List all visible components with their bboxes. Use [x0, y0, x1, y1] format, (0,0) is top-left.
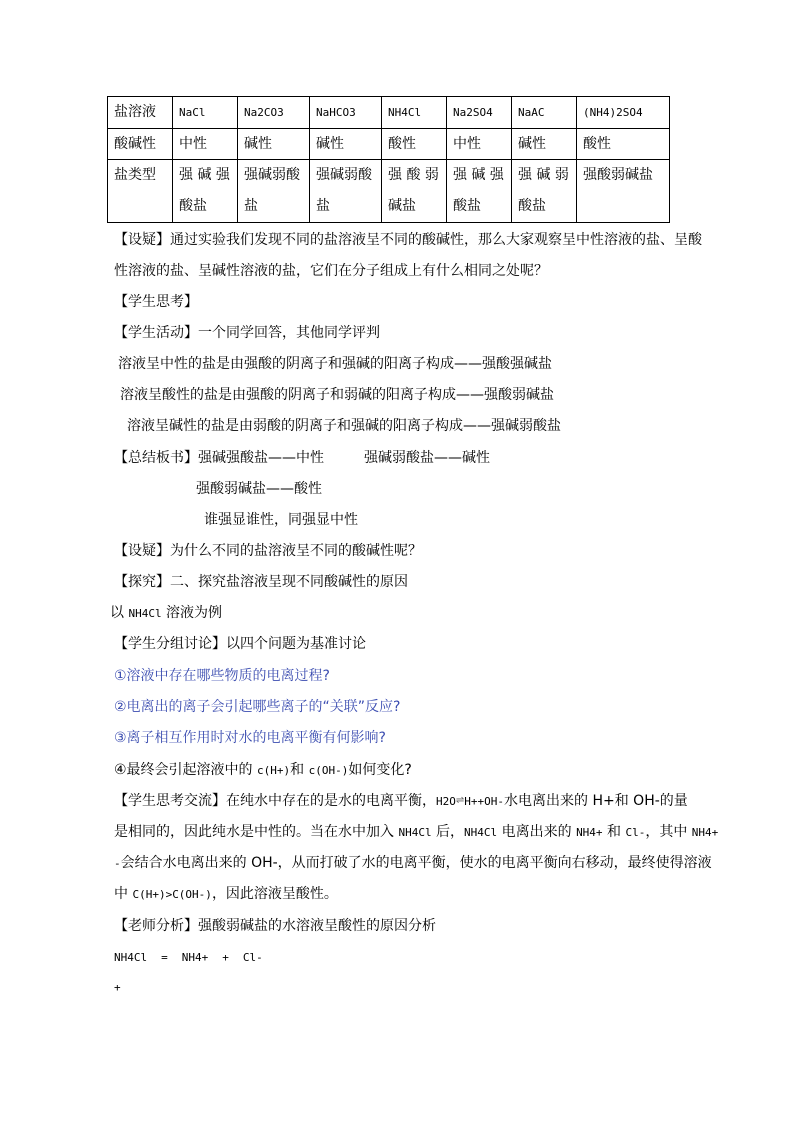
type-line: 盐	[316, 198, 330, 214]
row-label: 盐溶液	[108, 97, 173, 129]
example-text: 以	[110, 605, 129, 621]
salt-name: NaAC	[518, 106, 545, 119]
acidity-cell: 酸性	[577, 129, 670, 160]
exchange-line-3	[114, 853, 712, 874]
type-cell	[238, 160, 310, 223]
formula: NH4Cl	[464, 826, 498, 839]
formula: C(H+)>C(OH-)	[132, 888, 212, 901]
summary-line-1	[114, 448, 490, 468]
equilibrium-arrow-icon: ⇌	[455, 795, 465, 806]
exchange-text: ，其中	[645, 824, 692, 840]
formula: c(H+)	[257, 764, 291, 777]
acidity-cell: 中性	[173, 129, 238, 160]
type-line: 强 碱 强	[453, 167, 504, 183]
type-line: 强 碱 强	[179, 167, 230, 183]
salt-name: Na2CO3	[244, 106, 284, 119]
formula: Cl-	[625, 826, 646, 839]
group-discussion-line: 【学生分组讨论】以四个问题为基准讨论	[114, 636, 366, 652]
type-line: 强 酸 弱	[388, 167, 439, 183]
table-row	[108, 97, 670, 129]
formula: NH4Cl	[114, 951, 148, 964]
exchange-text: 会结合水电离出来的 OH-，从而打破了水的电离平衡，使水的电离平衡向右移动，最终使得溶液	[120, 855, 712, 871]
type-cell	[173, 160, 238, 223]
exchange-text: 电离出来的	[497, 824, 577, 840]
type-line: 酸盐	[518, 198, 546, 214]
acidity-cell: 碱性	[512, 129, 577, 160]
neutral-salt-line: 溶液呈中性的盐是由强酸的阴离子和强碱的阳离子构成——强酸强碱盐	[118, 356, 552, 372]
type-line: 强酸弱碱盐	[583, 167, 653, 183]
exchange-text: ，因此溶液呈酸性。	[211, 886, 338, 902]
type-cell	[447, 160, 512, 223]
type-line: 强碱弱酸	[316, 167, 372, 183]
teacher-analysis-line: 【老师分析】强酸弱碱盐的水溶液呈酸性的原因分析	[114, 918, 436, 934]
q4-text: 和	[290, 762, 309, 778]
salt-name: NaHCO3	[316, 106, 356, 119]
row-label: 酸碱性	[108, 129, 173, 160]
formula: NH4Cl	[398, 826, 432, 839]
exchange-line-4	[114, 884, 338, 905]
type-line: 酸盐	[179, 198, 207, 214]
type-line: 强 碱 弱	[518, 167, 569, 183]
type-line: 强碱弱酸	[244, 167, 300, 183]
question-line-1: 【设疑】通过实验我们发现不同的盐溶液呈不同的酸碱性，那么大家观察呈中性溶液的盐、呈酸	[114, 232, 702, 248]
table-row	[108, 129, 670, 160]
exchange-text: 中	[114, 886, 133, 902]
acidity-cell: 酸性	[382, 129, 447, 160]
discussion-question-1: ①溶液中存在哪些物质的电离过程?	[114, 668, 330, 684]
example-line	[110, 603, 222, 624]
discussion-question-4	[114, 760, 412, 781]
summary-line-2: 强酸弱碱盐——酸性	[196, 481, 322, 497]
acidity-cell: 碱性	[238, 129, 310, 160]
exchange-text: 是相同的，因此纯水是中性的。当在水中加入	[114, 824, 399, 840]
formula: H2O	[436, 795, 456, 808]
type-cell	[310, 160, 382, 223]
question-2: 【设疑】为什么不同的盐溶液呈不同的酸碱性呢？	[114, 543, 422, 559]
exchange-text: 后，	[431, 824, 465, 840]
exchange-text: 【学生思考交流】在纯水中存在的是水的电离平衡，	[114, 793, 436, 809]
q4-text: 如何变化?	[348, 762, 412, 778]
type-cell	[382, 160, 447, 223]
formula: c(OH-)	[308, 764, 349, 777]
type-cell	[577, 160, 670, 223]
student-think-label: 【学生思考】	[114, 294, 198, 310]
exchange-line-1	[114, 791, 688, 812]
salt-name: NaCl	[179, 106, 206, 119]
acidity-cell: 中性	[447, 129, 512, 160]
type-cell	[512, 160, 577, 223]
summary-rule: 谁强显谁性，同强显中性	[204, 512, 358, 528]
formula: NH4+	[691, 826, 719, 839]
discussion-question-3: ③离子相互作用时对水的电离平衡有何影响?	[114, 730, 386, 746]
type-line: 盐	[244, 198, 258, 214]
formula: Cl-	[242, 951, 263, 964]
exchange-text: 和	[602, 824, 626, 840]
exchange-text: 水电离出来的 H+和 OH-的量	[504, 793, 688, 809]
formula: NH4+	[181, 951, 209, 964]
plus-sign: +	[222, 951, 229, 964]
salt-name: Na2SO4	[453, 106, 493, 119]
basic-salt-line: 溶液呈碱性的盐是由弱酸的阴离子和强碱的阳离子构成——强碱弱酸盐	[127, 418, 561, 434]
discussion-question-2: ②电离出的离子会引起哪些离子的“关联”反应?	[114, 699, 401, 715]
salt-name: (NH4)2SO4	[583, 106, 643, 119]
salt-name: NH4Cl	[388, 106, 422, 119]
formula: NH4Cl	[128, 607, 162, 620]
summary-text: 【总结板书】强碱强酸盐——中性	[114, 450, 324, 466]
formula: -	[114, 857, 121, 870]
example-text: 溶液为例	[161, 605, 223, 621]
table-row	[108, 160, 670, 223]
formula: NH4+	[576, 826, 603, 839]
exchange-line-2	[114, 822, 718, 843]
salt-table	[107, 96, 670, 223]
equals-sign: =	[161, 951, 168, 964]
acidity-cell: 碱性	[310, 129, 382, 160]
equation-plus: +	[114, 981, 121, 994]
question-line-2: 性溶液的盐、呈碱性溶液的盐，它们在分子组成上有什么相同之处呢？	[114, 263, 548, 279]
student-activity-line: 【学生活动】一个同学回答，其他同学评判	[114, 325, 380, 341]
type-line: 碱盐	[388, 198, 416, 214]
formula: H++OH-	[464, 795, 505, 808]
type-line: 酸盐	[453, 198, 481, 214]
row-label: 盐类型	[108, 160, 173, 223]
dissociation-equation	[114, 951, 263, 964]
explore-heading: 【探究】二、探究盐溶液呈现不同酸碱性的原因	[114, 574, 408, 590]
q4-text: ④最终会引起溶液中的	[114, 762, 258, 778]
summary-text: 强碱弱酸盐——碱性	[364, 450, 490, 466]
acidic-salt-line: 溶液呈酸性的盐是由强酸的阴离子和弱碱的阳离子构成——强酸弱碱盐	[120, 387, 554, 403]
